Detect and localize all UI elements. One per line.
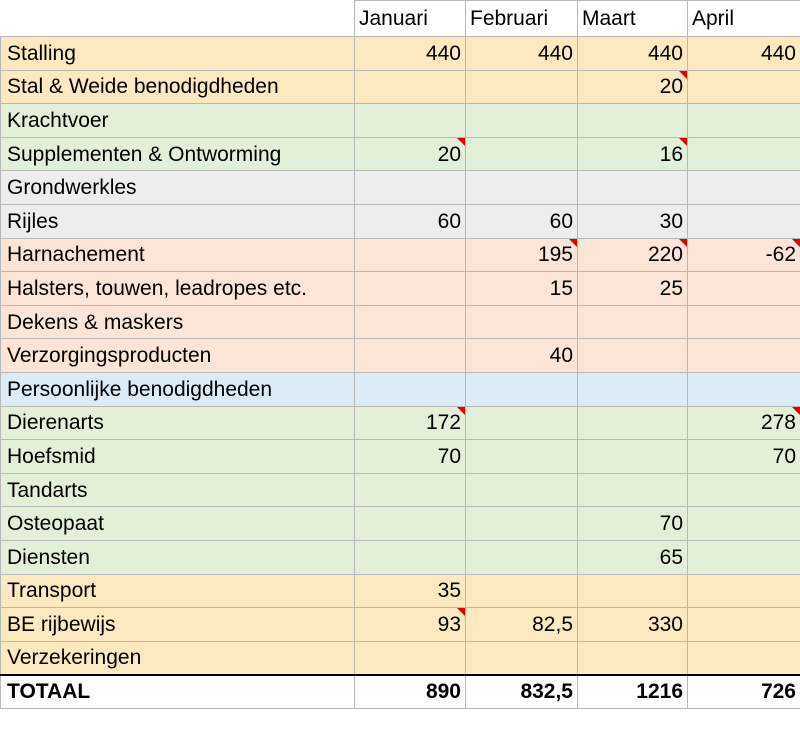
value-cell-februari[interactable] (466, 507, 578, 541)
value-cell-februari[interactable] (466, 540, 578, 574)
value-cell-maart[interactable] (578, 608, 688, 642)
value-cell-februari[interactable] (466, 137, 578, 171)
table-row (1, 272, 800, 306)
value-cell-februari[interactable] (466, 574, 578, 608)
value-cell-maart[interactable] (578, 473, 688, 507)
value-cell-maart[interactable] (578, 507, 688, 541)
value-cell-februari[interactable] (466, 171, 578, 205)
value-cell-februari[interactable] (466, 339, 578, 373)
table-row (1, 104, 800, 138)
row-label-cell[interactable]: Stalling (1, 37, 355, 71)
value-cell-maart[interactable] (578, 440, 688, 474)
comment-indicator-icon[interactable] (457, 138, 465, 146)
value-cell-maart[interactable] (578, 574, 688, 608)
value-cell-januari[interactable] (355, 272, 466, 306)
cell-value: 25 (659, 276, 683, 300)
table-row (1, 473, 800, 507)
cell-value: 16 (659, 142, 683, 166)
value-cell-maart[interactable] (578, 238, 688, 272)
cell-value: 440 (537, 41, 573, 65)
cell-value: 60 (549, 209, 573, 233)
cell-value: 70 (437, 444, 461, 468)
cell-value: 20 (437, 142, 461, 166)
total-cell-januari[interactable]: 890 (355, 675, 466, 709)
value-cell-april[interactable] (688, 574, 800, 608)
cell-value: 60 (437, 209, 461, 233)
cell-value: 172 (425, 411, 461, 435)
cell-value: 30 (659, 209, 683, 233)
row-label-cell[interactable]: Harnachement (1, 238, 355, 272)
table-body (1, 1, 800, 709)
cell-value: 440 (647, 41, 683, 65)
value-cell-februari[interactable] (466, 70, 578, 104)
value-cell-maart[interactable] (578, 104, 688, 138)
value-cell-maart[interactable] (578, 204, 688, 238)
value-cell-februari[interactable] (466, 272, 578, 306)
value-cell-maart[interactable] (578, 137, 688, 171)
cell-value: 195 (537, 243, 573, 267)
value-cell-april[interactable] (688, 540, 800, 574)
value-cell-januari[interactable] (355, 372, 466, 406)
value-cell-april[interactable] (688, 473, 800, 507)
value-cell-april[interactable] (688, 440, 800, 474)
value-cell-februari[interactable] (466, 204, 578, 238)
row-label-cell[interactable]: Rijles (1, 204, 355, 238)
value-cell-maart[interactable] (578, 305, 688, 339)
comment-indicator-icon[interactable] (679, 138, 687, 146)
value-cell-maart[interactable] (578, 372, 688, 406)
header-cell-februari[interactable]: Februari (466, 1, 578, 37)
value-cell-april[interactable] (688, 104, 800, 138)
comment-indicator-icon[interactable] (457, 608, 465, 616)
value-cell-april[interactable] (688, 70, 800, 104)
table-row (1, 641, 800, 675)
value-cell-januari[interactable] (355, 574, 466, 608)
table-row (1, 70, 800, 104)
cell-value: 70 (772, 444, 796, 468)
table-row (1, 440, 800, 474)
value-cell-januari[interactable] (355, 406, 466, 440)
header-cell-januari[interactable]: Januari (355, 1, 466, 37)
value-cell-februari[interactable] (466, 406, 578, 440)
table-row (1, 339, 800, 373)
value-cell-februari[interactable] (466, 305, 578, 339)
cell-value: 65 (659, 545, 683, 569)
table-row (1, 608, 800, 642)
value-cell-januari[interactable] (355, 104, 466, 138)
value-cell-april[interactable] (688, 608, 800, 642)
row-label-cell[interactable]: Osteopaat (1, 507, 355, 541)
value-cell-maart[interactable] (578, 641, 688, 675)
row-label-cell[interactable]: Hoefsmid (1, 440, 355, 474)
row-label-cell[interactable]: Diensten (1, 540, 355, 574)
value-cell-april[interactable] (688, 204, 800, 238)
row-label-cell[interactable]: Krachtvoer (1, 104, 355, 138)
table-row (1, 406, 800, 440)
value-cell-april[interactable] (688, 406, 800, 440)
value-cell-april[interactable] (688, 137, 800, 171)
table-row (1, 37, 800, 71)
cell-value: 220 (647, 243, 683, 267)
row-label-cell[interactable]: Verzorgingsproducten (1, 339, 355, 373)
corner-cell[interactable] (1, 1, 355, 37)
row-label-cell[interactable]: Stal & Weide benodigdheden (1, 70, 355, 104)
cell-value: 278 (760, 411, 796, 435)
value-cell-april[interactable] (688, 372, 800, 406)
table-row (1, 372, 800, 406)
comment-indicator-icon[interactable] (792, 407, 800, 415)
table-row (1, 171, 800, 205)
row-label-cell[interactable]: Tandarts (1, 473, 355, 507)
comment-indicator-icon[interactable] (792, 239, 800, 247)
value-cell-maart[interactable] (578, 540, 688, 574)
table-row (1, 137, 800, 171)
value-cell-april[interactable] (688, 641, 800, 675)
cell-value: 82,5 (532, 612, 573, 636)
cell-value: 35 (437, 579, 461, 603)
total-cell-februari[interactable]: 832,5 (466, 675, 578, 709)
comment-indicator-icon[interactable] (679, 71, 687, 79)
total-label-cell[interactable]: TOTAAL (1, 675, 355, 709)
table-row (1, 574, 800, 608)
total-cell-april[interactable]: 726 (688, 675, 800, 709)
table-row (1, 238, 800, 272)
value-cell-april[interactable] (688, 507, 800, 541)
value-cell-maart[interactable] (578, 37, 688, 71)
value-cell-februari[interactable] (466, 372, 578, 406)
value-cell-februari[interactable] (466, 473, 578, 507)
value-cell-januari[interactable] (355, 37, 466, 71)
value-cell-maart[interactable] (578, 406, 688, 440)
value-cell-februari[interactable] (466, 641, 578, 675)
cell-value: 440 (760, 41, 796, 65)
value-cell-januari[interactable] (355, 540, 466, 574)
value-cell-april[interactable] (688, 339, 800, 373)
value-cell-januari[interactable] (355, 137, 466, 171)
value-cell-april[interactable] (688, 272, 800, 306)
header-cell-april[interactable]: April (688, 1, 800, 37)
header-row (1, 1, 800, 37)
value-cell-januari[interactable] (355, 238, 466, 272)
row-label-cell[interactable]: BE rijbewijs (1, 608, 355, 642)
value-cell-januari[interactable] (355, 641, 466, 675)
row-label-cell[interactable]: Supplementen & Ontworming (1, 137, 355, 171)
comment-indicator-icon[interactable] (679, 239, 687, 247)
row-label-cell[interactable]: Transport (1, 574, 355, 608)
value-cell-februari[interactable] (466, 104, 578, 138)
value-cell-april[interactable] (688, 37, 800, 71)
value-cell-april[interactable] (688, 238, 800, 272)
value-cell-maart[interactable] (578, 339, 688, 373)
row-label-cell[interactable]: Halsters, touwen, leadropes etc. (1, 272, 355, 306)
value-cell-februari[interactable] (466, 440, 578, 474)
row-label-cell[interactable]: Grondwerkles (1, 171, 355, 205)
value-cell-januari[interactable] (355, 171, 466, 205)
value-cell-januari[interactable] (355, 70, 466, 104)
comment-indicator-icon[interactable] (569, 239, 577, 247)
row-label-cell[interactable]: Persoonlijke benodigdheden (1, 372, 355, 406)
table-row (1, 305, 800, 339)
cell-value: 15 (549, 276, 573, 300)
total-row (1, 675, 800, 709)
row-label-cell[interactable]: Verzekeringen (1, 641, 355, 675)
table-row (1, 540, 800, 574)
table-row (1, 204, 800, 238)
value-cell-februari[interactable] (466, 238, 578, 272)
value-cell-januari[interactable] (355, 608, 466, 642)
row-label-cell[interactable]: Dekens & maskers (1, 305, 355, 339)
cell-value: 93 (437, 612, 461, 636)
table-row (1, 507, 800, 541)
value-cell-januari[interactable] (355, 305, 466, 339)
cell-value: 330 (647, 612, 683, 636)
cell-value: -62 (765, 243, 796, 267)
value-cell-januari[interactable] (355, 204, 466, 238)
value-cell-januari[interactable] (355, 473, 466, 507)
cell-value: 40 (549, 344, 573, 368)
comment-indicator-icon[interactable] (457, 407, 465, 415)
cell-value: 70 (659, 512, 683, 536)
cell-value: 440 (425, 41, 461, 65)
value-cell-maart[interactable] (578, 70, 688, 104)
cell-value: 20 (659, 75, 683, 99)
value-cell-april[interactable] (688, 305, 800, 339)
value-cell-april[interactable] (688, 171, 800, 205)
value-cell-februari[interactable] (466, 37, 578, 71)
header-cell-maart[interactable]: Maart (578, 1, 688, 37)
total-cell-maart[interactable]: 1216 (578, 675, 688, 709)
value-cell-januari[interactable] (355, 339, 466, 373)
value-cell-januari[interactable] (355, 440, 466, 474)
value-cell-februari[interactable] (466, 608, 578, 642)
value-cell-januari[interactable] (355, 507, 466, 541)
row-label-cell[interactable]: Dierenarts (1, 406, 355, 440)
value-cell-maart[interactable] (578, 171, 688, 205)
value-cell-maart[interactable] (578, 272, 688, 306)
